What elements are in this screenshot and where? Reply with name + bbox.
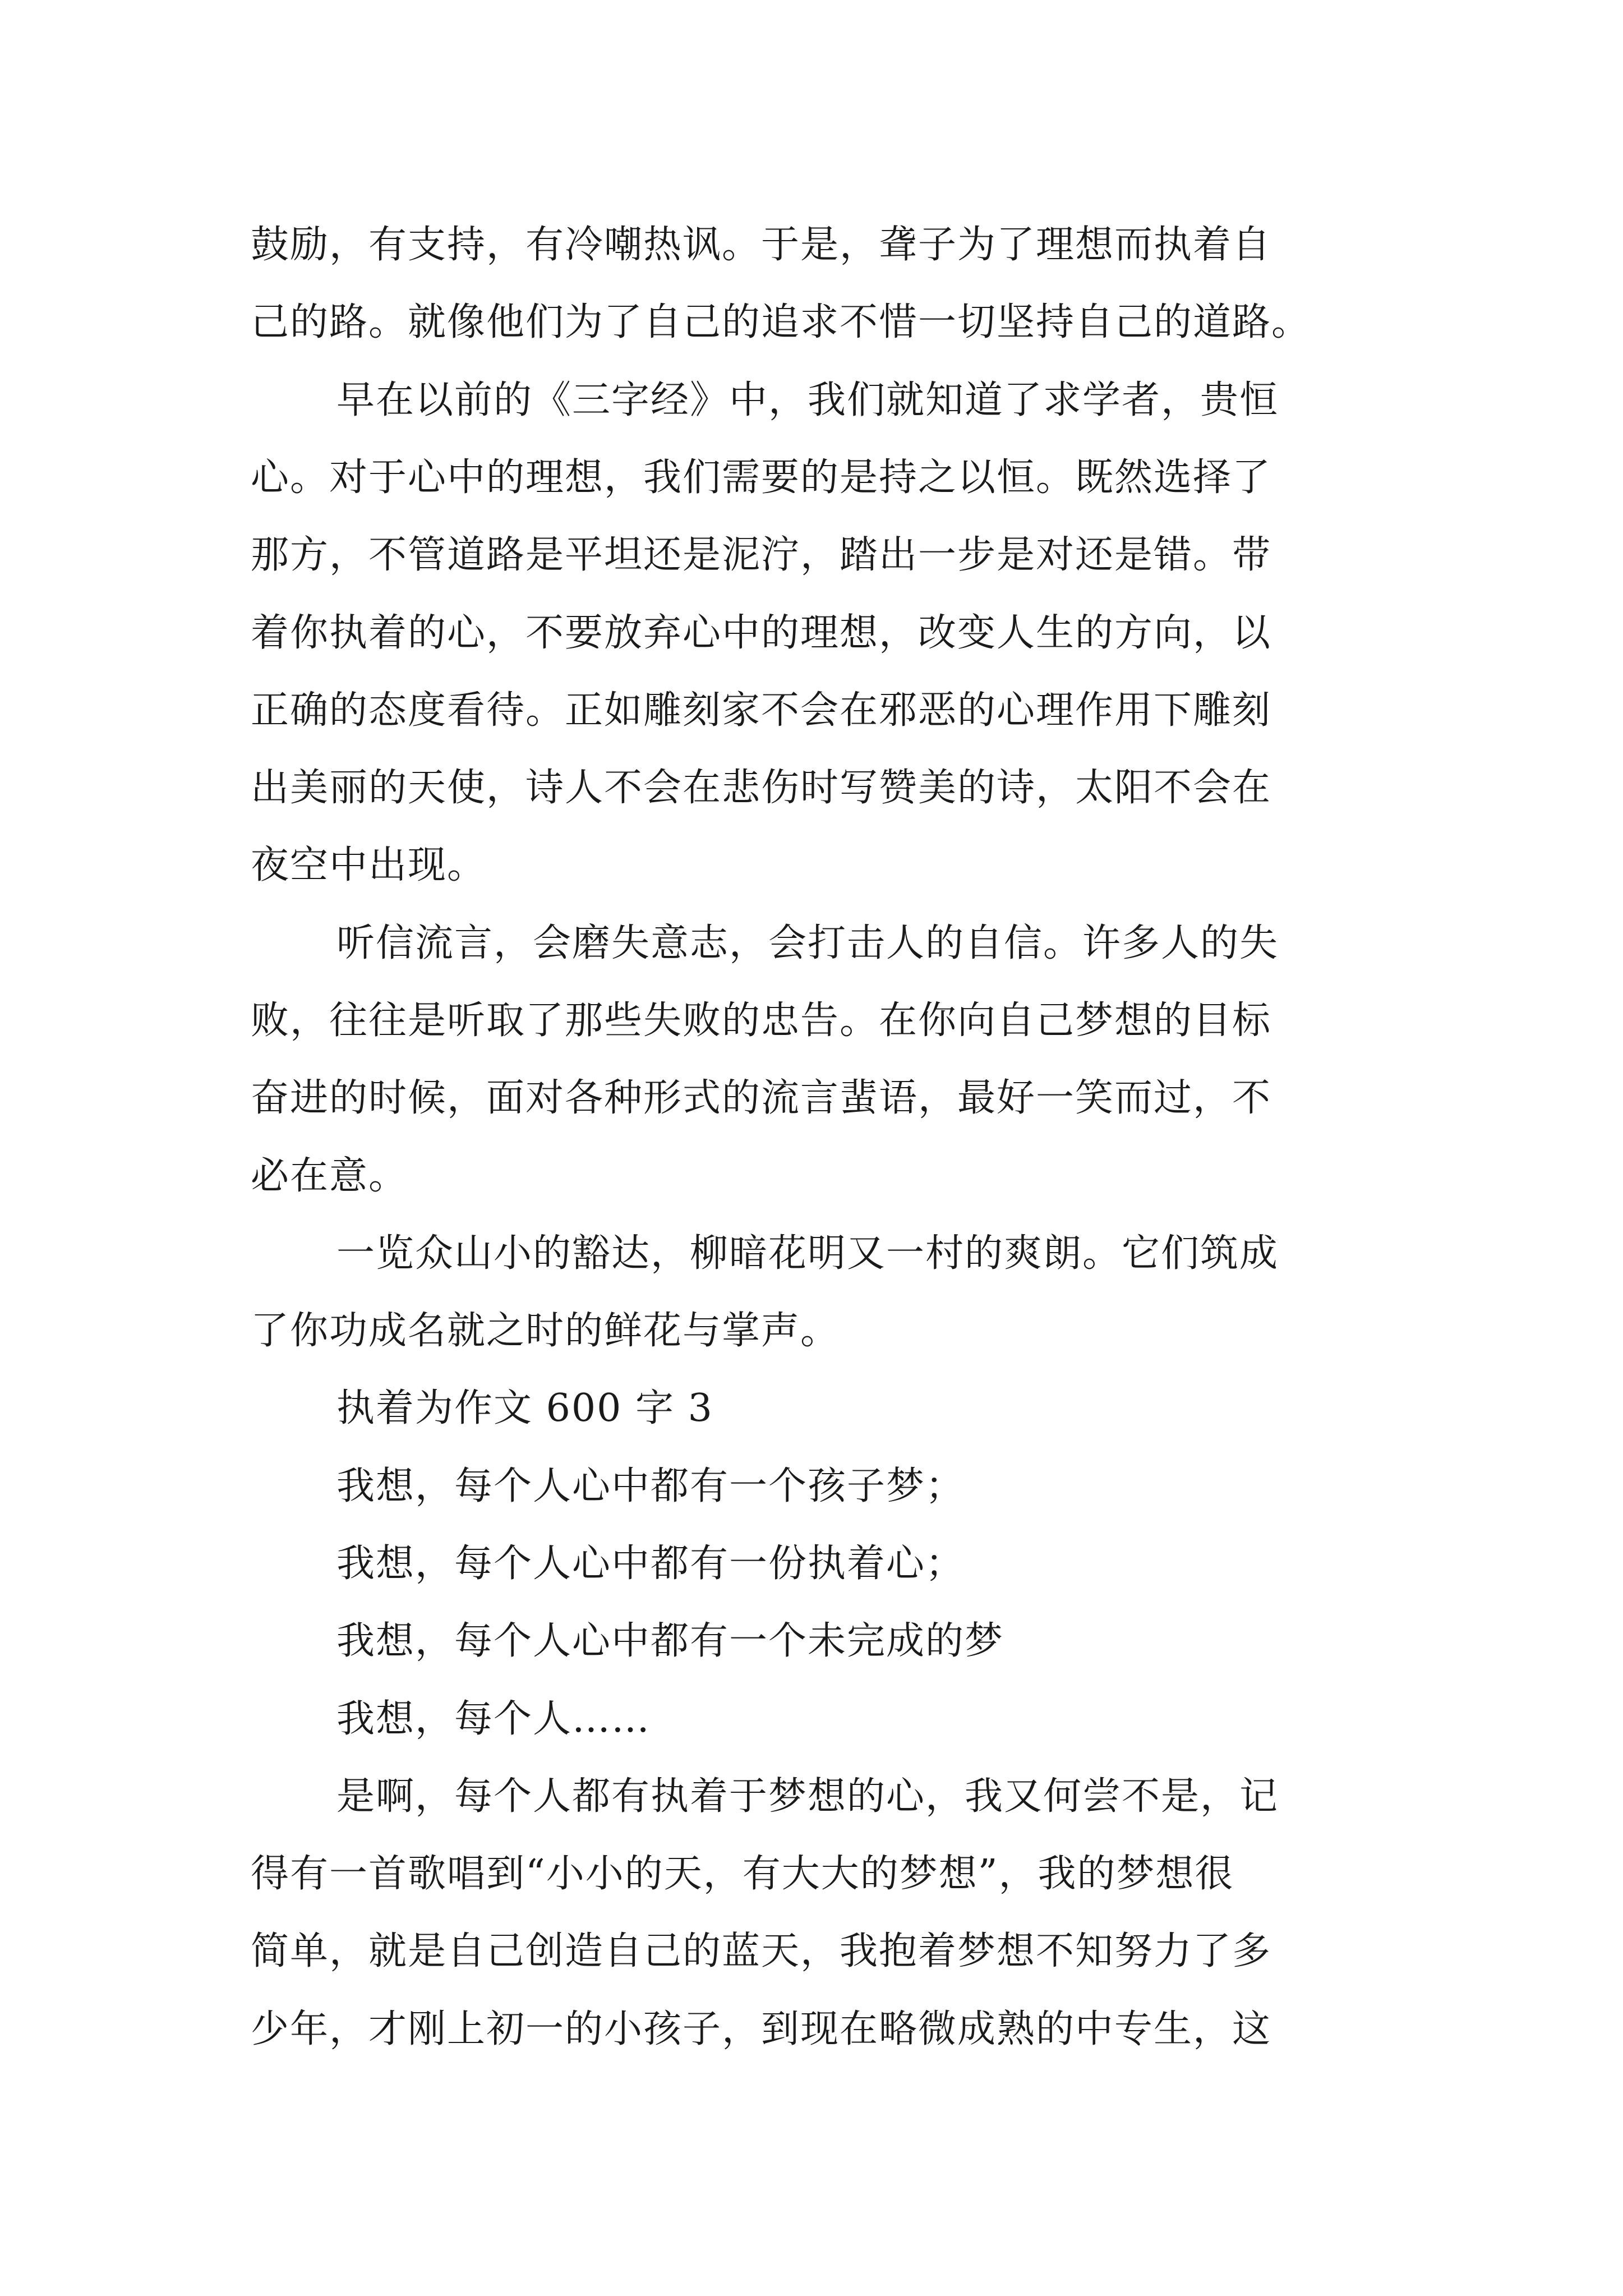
text-line-24: 少年，才刚上初一的小孩子，到现在略微成熟的中专生，这 — [251, 2007, 1272, 2051]
section-heading: 执着为作文 600 字 3 — [336, 1386, 713, 1430]
text-line-7: 正确的态度看待。正如雕刻家不会在邪恶的心理作用下雕刻 — [251, 688, 1272, 733]
text-line-21: 是啊，每个人都有执着于梦想的心，我又何尝不是，记 — [336, 1774, 1279, 1819]
text-line-8: 出美丽的天使，诗人不会在悲伤时写赞美的诗，太阳不会在 — [251, 766, 1272, 810]
text-line-18: 我想，每个人心中都有一份执着心； — [336, 1542, 965, 1586]
text-line-4: 心。对于心中的理想，我们需要的是持之以恒。既然选择了 — [251, 455, 1272, 500]
text-line-11: 败，往往是听取了那些失败的忠告。在你向自己梦想的目标 — [251, 999, 1272, 1043]
text-line-19: 我想，每个人心中都有一个未完成的梦 — [336, 1619, 1004, 1663]
text-line-10: 听信流言，会磨失意志，会打击人的自信。许多人的失 — [336, 921, 1279, 965]
text-line-5: 那方，不管道路是平坦还是泥泞，踏出一步是对还是错。带 — [251, 533, 1272, 577]
text-line-9: 夜空中出现。 — [251, 843, 487, 887]
text-line-1: 鼓励，有支持，有冷嘲热讽。于是，聋子为了理想而执着自 — [251, 223, 1272, 267]
text-line-12: 奋进的时候，面对各种形式的流言蜚语，最好一笑而过，不 — [251, 1076, 1272, 1120]
text-line-15: 了你功成名就之时的鲜花与掌声。 — [251, 1309, 840, 1353]
text-line-6: 着你执着的心，不要放弃心中的理想，改变人生的方向，以 — [251, 611, 1272, 655]
text-line-14: 一览众山小的豁达，柳暗花明又一村的爽朗。它们筑成 — [336, 1231, 1279, 1276]
text-line-22: 得有一首歌唱到“小小的天，有大大的梦想”，我的梦想很 — [251, 1852, 1234, 1896]
text-line-23: 简单，就是自己创造自己的蓝天，我抱着梦想不知努力了多 — [251, 1929, 1272, 1973]
text-line-13: 必在意。 — [251, 1154, 408, 1198]
text-line-3: 早在以前的《三字经》中，我们就知道了求学者，贵恒 — [336, 378, 1279, 422]
text-line-17: 我想，每个人心中都有一个孩子梦； — [336, 1464, 965, 1508]
text-line-2: 己的路。就像他们为了自己的追求不惜一切坚持自己的道路。 — [251, 300, 1311, 344]
text-line-20: 我想，每个人…… — [336, 1697, 651, 1741]
